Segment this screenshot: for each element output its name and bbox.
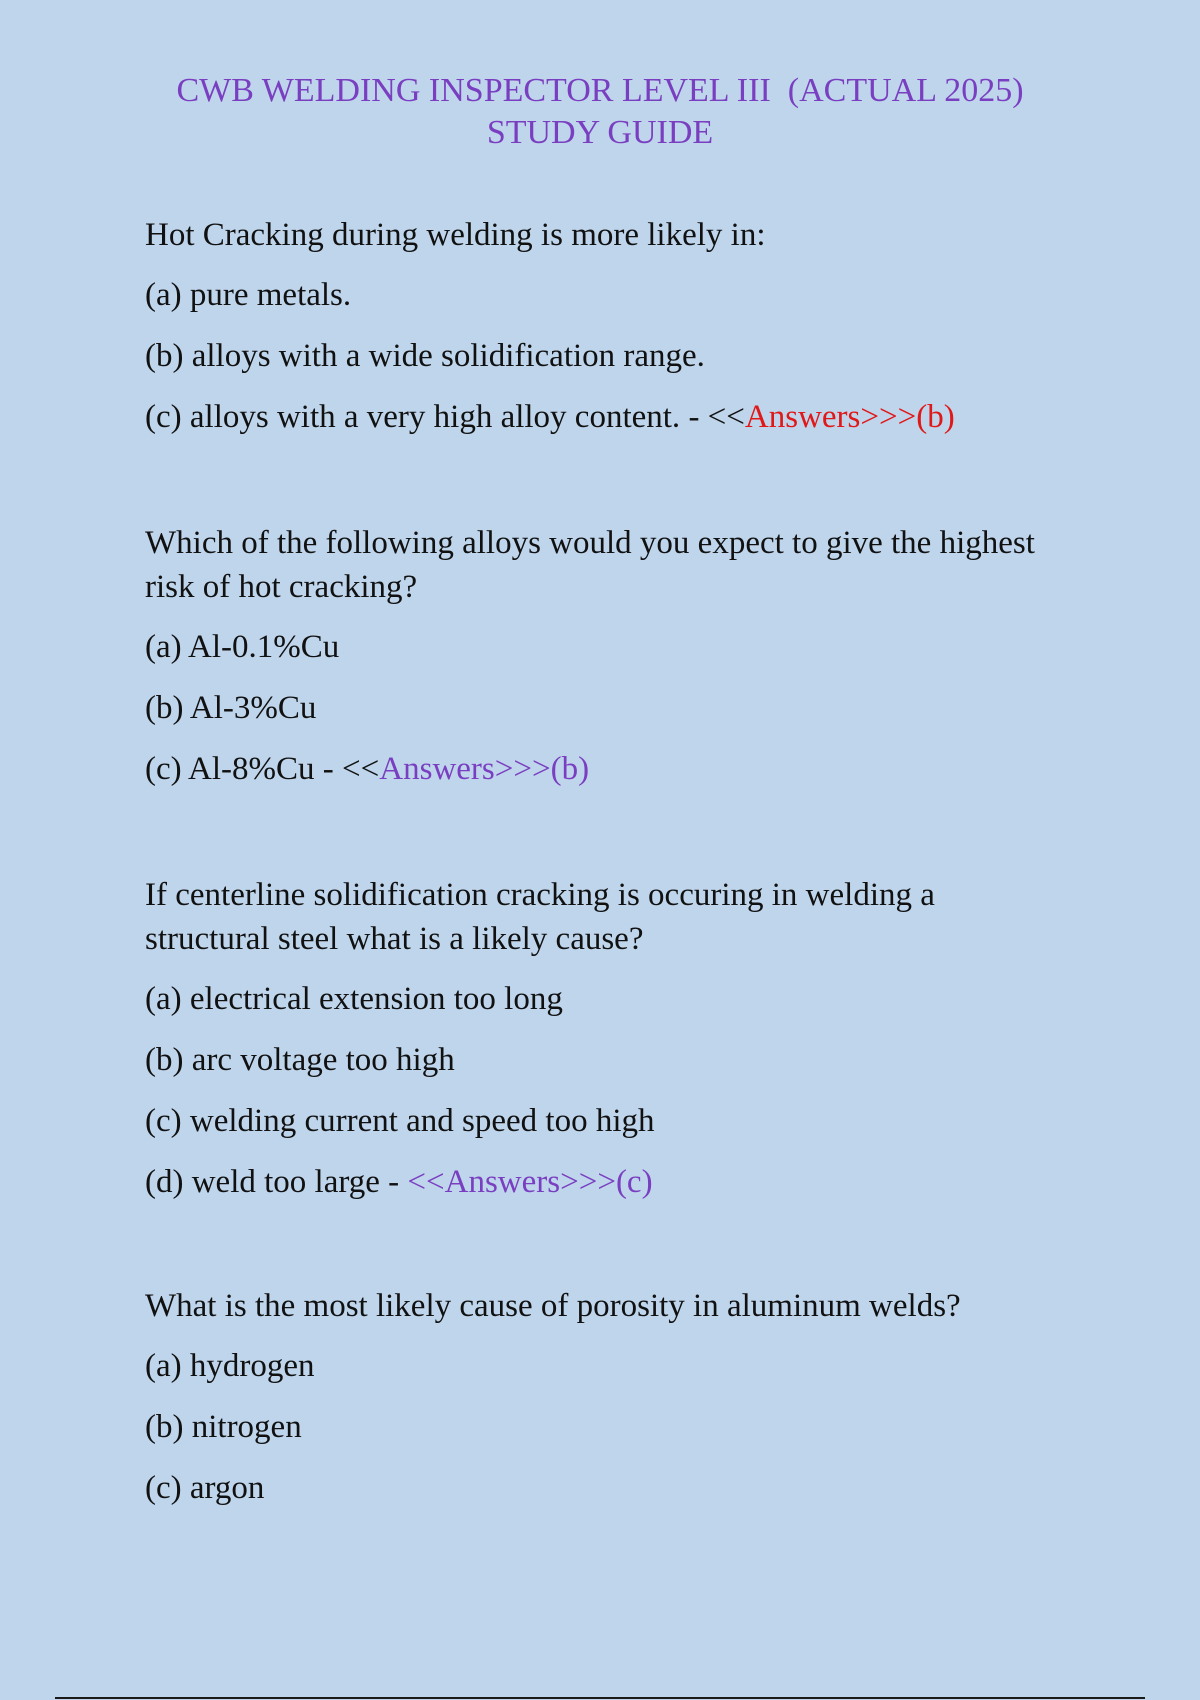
option-c-with-answer — [145, 395, 1065, 439]
title-line-1: CWB WELDING INSPECTOR LEVEL III (ACTUAL 2025) — [176, 72, 1024, 109]
document-title — [145, 70, 1055, 154]
question-text: If centerline solidification cracking is occuring in welding a structural steel what is a likely cause? — [145, 877, 935, 957]
answer-prefix: - << — [314, 751, 380, 787]
option-d: (d) weld too large — [145, 1164, 380, 1200]
option-a: (a) electrical extension too long — [145, 981, 563, 1017]
answer-text: Answers>>>(b) — [379, 751, 590, 787]
option-b: (b) Al-3%Cu — [145, 690, 317, 726]
title-line-2: STUDY GUIDE — [486, 114, 714, 151]
question-text: Hot Cracking during welding is more likely in: — [145, 217, 766, 253]
answer-text: <<Answers>>>(c) — [407, 1164, 653, 1200]
question-block-3 — [145, 873, 1065, 1221]
answer-text: Answers>>>(b) — [744, 399, 955, 435]
option-d-with-answer — [145, 1160, 1065, 1204]
option-b: (b) alloys with a wide solidification range. — [145, 338, 705, 374]
answer-prefix: - — [379, 1164, 408, 1200]
option-c: (c) argon — [145, 1470, 265, 1506]
question-text: What is the most likely cause of porosity in aluminum welds? — [145, 1288, 961, 1324]
question-text: Which of the following alloys would you expect to give the highest risk of hot cracking? — [145, 525, 1035, 605]
option-b: (b) arc voltage too high — [145, 1042, 455, 1078]
option-a: (a) Al-0.1%Cu — [145, 629, 340, 665]
option-c: (c) Al-8%Cu — [145, 751, 315, 787]
question-block-4 — [145, 1284, 1065, 1527]
option-a: (a) hydrogen — [145, 1348, 315, 1384]
question-block-1 — [145, 213, 1065, 456]
bottom-divider — [55, 1697, 1145, 1699]
option-a: (a) pure metals. — [145, 277, 352, 313]
answer-prefix: - << — [680, 399, 745, 435]
option-b: (b) nitrogen — [145, 1409, 302, 1445]
option-c-with-answer — [145, 747, 1065, 791]
option-c: (c) alloys with a very high alloy content. — [145, 399, 681, 435]
question-block-2 — [145, 521, 1065, 808]
option-c: (c) welding current and speed too high — [145, 1103, 655, 1139]
